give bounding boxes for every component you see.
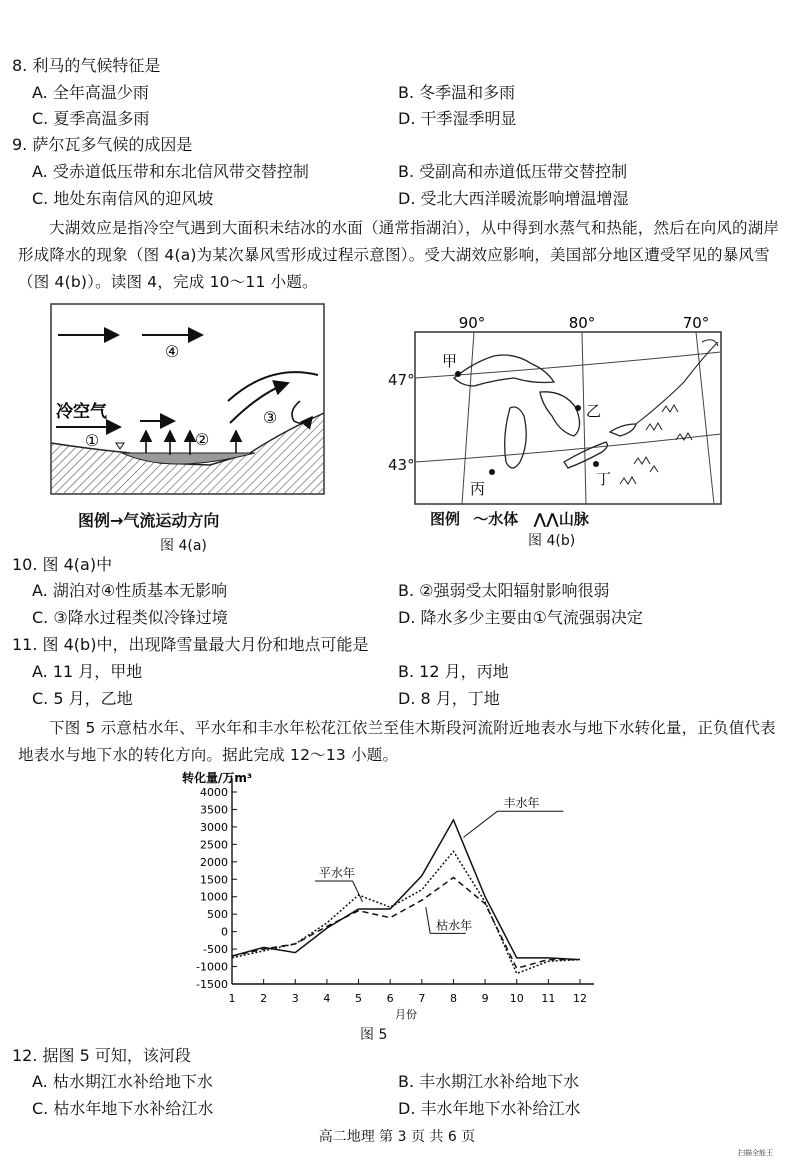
y-tick-label: 2000: [200, 855, 228, 869]
y-axis-label: 转化量/万m³: [182, 771, 253, 785]
mountain-legend-icon: ⋀⋀: [533, 510, 559, 528]
y-tick-label: 3000: [200, 820, 228, 834]
lon-70: 70°: [682, 314, 710, 332]
q8-stem: 8. 利马的气候特征是: [12, 56, 161, 75]
fig4b-caption: 图 4(b): [528, 533, 576, 549]
x-tick-label: 3: [291, 992, 299, 1005]
place-jia: 甲: [442, 352, 458, 370]
page-footer: 高二地理 第 3 页 共 6 页: [318, 1129, 476, 1145]
place-bing: 丙: [470, 480, 486, 498]
figure-4b: [414, 312, 724, 506]
x-tick-label: 7: [418, 992, 426, 1005]
q9-option-d: D. 受北大西洋暖流影响增温增湿: [398, 189, 629, 208]
q10-option-c: C. ③降水过程类似冷锋过境: [32, 608, 228, 627]
q11-option-c: C. 5 月，乙地: [32, 689, 133, 708]
y-tick-label: -1500: [196, 978, 228, 991]
q11-option-d: D. 8 月，丁地: [398, 689, 500, 708]
x-tick-label: 10: [509, 992, 524, 1005]
q10-option-b: B. ②强弱受太阳辐射影响很弱: [398, 581, 610, 600]
series-line-2: [232, 878, 580, 969]
place-ding: 丁: [596, 470, 612, 488]
q8-option-c: C. 夏季高温多雨: [32, 109, 150, 128]
fig5-caption: 图 5: [360, 1027, 388, 1043]
y-tick-label: 2500: [200, 838, 228, 852]
place-yi: 乙: [586, 402, 602, 420]
fig4a-legend-text: 气流运动方向: [123, 511, 220, 530]
figure-5-chart: [170, 770, 610, 1032]
fig4a-legend-title: 图例: [78, 511, 111, 530]
series-line-1: [232, 851, 580, 973]
q9-stem: 9. 萨尔瓦多气候的成因是: [12, 135, 193, 154]
q9-option-c: C. 地处东南信风的迎风坡: [32, 189, 214, 208]
q11-stem: 11. 图 4(b)中，出现降雪量最大月份和地点可能是: [12, 635, 369, 654]
q11-option-a: A. 11 月，甲地: [32, 662, 143, 681]
q12-option-a: A. 枯水期江水补给地下水: [32, 1072, 213, 1091]
q10-option-a: A. 湖泊对④性质基本无影响: [32, 581, 228, 600]
q8-option-a: A. 全年高温少雨: [32, 83, 149, 102]
cold-air-label: 冷空气: [56, 402, 107, 422]
y-tick-label: -500: [203, 943, 228, 957]
q11-option-b: B. 12 月，丙地: [398, 662, 509, 681]
y-tick-label: 500: [207, 908, 228, 922]
fig4a-legend: [78, 508, 219, 531]
y-tick-label: 4000: [200, 786, 228, 799]
lat-43: 43°: [388, 456, 415, 474]
x-tick-label: 9: [481, 992, 489, 1005]
q8-option-d: D. 干季湿季明显: [398, 109, 517, 128]
lat-47: 47°: [388, 371, 415, 389]
y-tick-label: 1500: [200, 873, 228, 887]
q12-option-b: B. 丰水期江水补给地下水: [398, 1072, 580, 1091]
fig4b-legend: [430, 508, 589, 529]
passage-lake-effect: 大湖效应是指冷空气遇到大面积未结冰的水面（通常指湖泊），从中得到水蒸气和热能，然后在向风的湖岸形成降水的现象（图 4(a)为某次暴风雪形成过程示意图）。受大湖效应影响，美国部分地区遭受罕见的暴风雪（图 4(b)）。读图 4，完成 10～11 小题。: [18, 219, 780, 291]
series-line-0: [232, 820, 580, 960]
q12-stem: 12. 据图 5 可知，该河段: [12, 1046, 191, 1065]
lon-80: 80°: [568, 314, 596, 332]
x-tick-label: 6: [386, 992, 394, 1005]
q9-option-a: A. 受赤道低压带和东北信风带交替控制: [32, 162, 309, 181]
y-tick-label: -1000: [196, 960, 228, 974]
x-tick-label: 11: [541, 992, 556, 1005]
x-tick-label: 2: [260, 992, 268, 1005]
label-leader-0: [463, 811, 497, 837]
q12-option-c: C. 枯水年地下水补给江水: [32, 1099, 214, 1118]
series-label-0: 丰水年: [503, 796, 540, 811]
q9-option-b: B. 受副高和赤道低压带交替控制: [398, 162, 628, 181]
x-tick-label: 8: [449, 992, 457, 1005]
x-tick-label: 12: [573, 992, 587, 1005]
label-1: ①: [84, 431, 100, 450]
fig4b-legend-water: 水体: [488, 510, 519, 528]
label-leader-1: [353, 881, 363, 902]
q8-option-b: B. 冬季温和多雨: [398, 83, 516, 102]
scanner-watermark: 扫描全能王: [738, 1149, 773, 1157]
series-label-2: 枯水年: [436, 918, 473, 933]
y-tick-label: 1000: [200, 890, 228, 904]
fig4b-legend-mountain: 山脉: [558, 510, 589, 528]
lon-90: 90°: [458, 314, 486, 332]
label-4: ④: [164, 342, 180, 361]
q12-option-d: D. 丰水年地下水补给江水: [398, 1099, 581, 1118]
label-leader-2: [426, 907, 430, 933]
fig4a-caption: 图 4(a): [160, 538, 207, 554]
x-tick-label: 4: [323, 992, 331, 1005]
passage-songhua: 下图 5 示意枯水年、平水年和丰水年松花江依兰至佳木斯段河流附近地表水与地下水转化量，正负值代表地表水与地下水的转化方向。据此完成 12～13 小题。: [18, 719, 776, 764]
label-2: ②: [194, 430, 210, 449]
x-axis-label: 月份: [395, 1008, 417, 1021]
series-label-1: 平水年: [318, 866, 355, 881]
fig4b-legend-title: 图例: [430, 510, 461, 528]
water-icon: 〜: [473, 510, 489, 528]
figure-4a: [50, 303, 326, 495]
q10-stem: 10. 图 4(a)中: [12, 555, 113, 574]
y-tick-label: 3500: [200, 803, 228, 817]
x-tick-label: 1: [228, 992, 236, 1005]
label-3: ③: [262, 408, 278, 427]
q10-option-d: D. 降水多少主要由①气流强弱决定: [398, 608, 643, 627]
x-tick-label: 5: [355, 992, 363, 1005]
arrow-icon: →: [110, 511, 124, 530]
y-tick-label: 0: [221, 925, 228, 939]
